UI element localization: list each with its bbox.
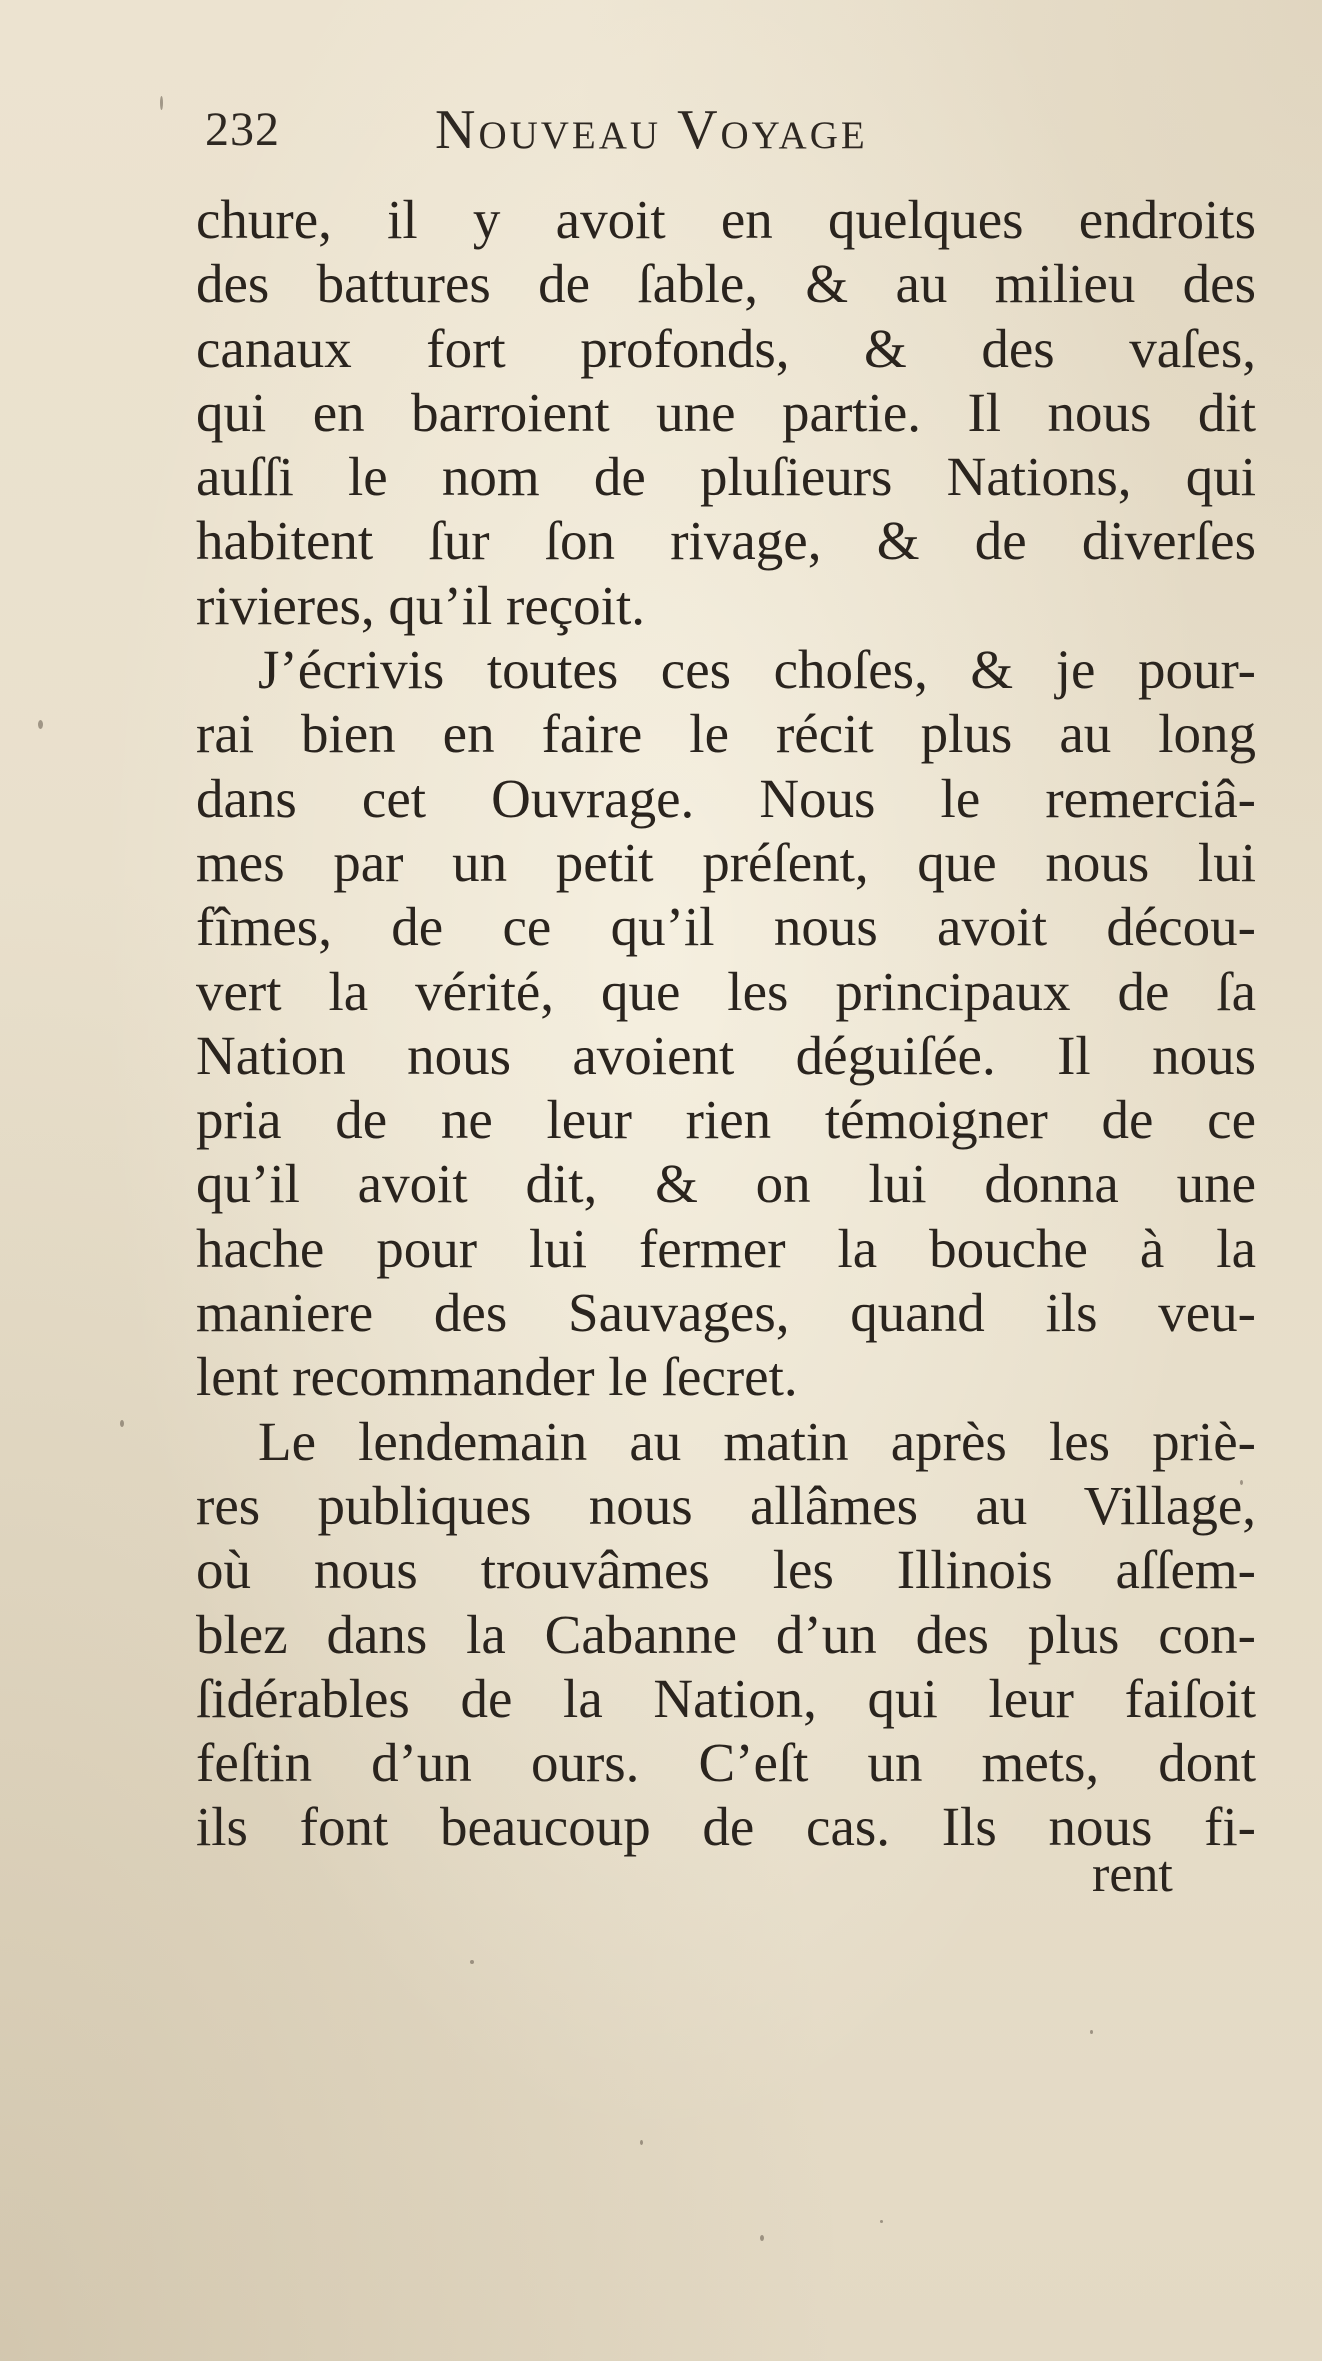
text-line: canaux fort profonds, & des vaſes, (196, 317, 1256, 379)
text-line: ſidérables de la Nation, qui leur faiſoit (196, 1667, 1256, 1729)
text-line: des battures de ſable, & au milieu des (196, 253, 1256, 315)
paper-speck (760, 2235, 764, 2241)
text-line: hache pour lui fermer la bouche à la (196, 1217, 1256, 1279)
paper-speck (1240, 1480, 1243, 1485)
page-number: 232 (205, 103, 280, 156)
text-line: mes par un petit préſent, que nous lui (196, 831, 1256, 893)
paper-speck (38, 720, 43, 729)
text-line: rai bien en faire le récit plus au long (196, 703, 1256, 765)
paper-speck (1090, 2030, 1093, 2034)
catchword: rent (1092, 1846, 1173, 1903)
text-line: chure, il y avoit en quelques endroits (196, 189, 1256, 250)
paper-speck (160, 96, 163, 110)
text-line: vert la vérité, que les principaux de ſa (196, 960, 1256, 1022)
text-line: lent recommander le ſecret. (196, 1346, 798, 1408)
text-line: res publiques nous allâmes au Village, (196, 1474, 1256, 1536)
text-line: qui en barroient une partie. Il nous dit (196, 381, 1256, 443)
text-line: fîmes, de ce qu’il nous avoit décou- (196, 896, 1256, 958)
text-line: maniere des Sauvages, quand ils veu- (196, 1282, 1256, 1344)
text-line: dans cet Ouvrage. Nous le remerciâ- (196, 767, 1256, 829)
text-line: pria de ne leur rien témoigner de ce (196, 1089, 1256, 1151)
paragraph-first-line: J’écrivis toutes ces choſes, & je pour- (258, 639, 1256, 701)
text-line: où nous trouvâmes les Illinois aſſem- (196, 1539, 1256, 1601)
paper-speck (880, 2220, 883, 2223)
text-line: auſſi le nom de pluſieurs Nations, qui (196, 446, 1256, 508)
text-line: blez dans la Cabanne d’un des plus con- (196, 1603, 1256, 1665)
running-head: Nouveau Voyage (435, 99, 868, 161)
page-header (205, 99, 1165, 162)
body-text (196, 188, 1256, 1860)
text-line: rivieres, qu’il reçoit. (196, 574, 645, 636)
text-line: feſtin d’un ours. C’eſt un mets, dont (196, 1732, 1256, 1794)
paragraph-first-line: Le lendemain au matin après les priè- (258, 1410, 1256, 1472)
text-line: Nation nous avoient déguiſée. Il nous (196, 1024, 1256, 1086)
paper-speck (470, 1960, 474, 1964)
text-line: habitent ſur ſon rivage, & de diverſes (196, 510, 1256, 572)
paper-speck (120, 1420, 124, 1427)
text-line: qu’il avoit dit, & on lui donna une (196, 1153, 1256, 1215)
paper-speck (640, 2140, 643, 2145)
text-line: ils font beaucoup de cas. Ils nous fi- (196, 1796, 1256, 1858)
